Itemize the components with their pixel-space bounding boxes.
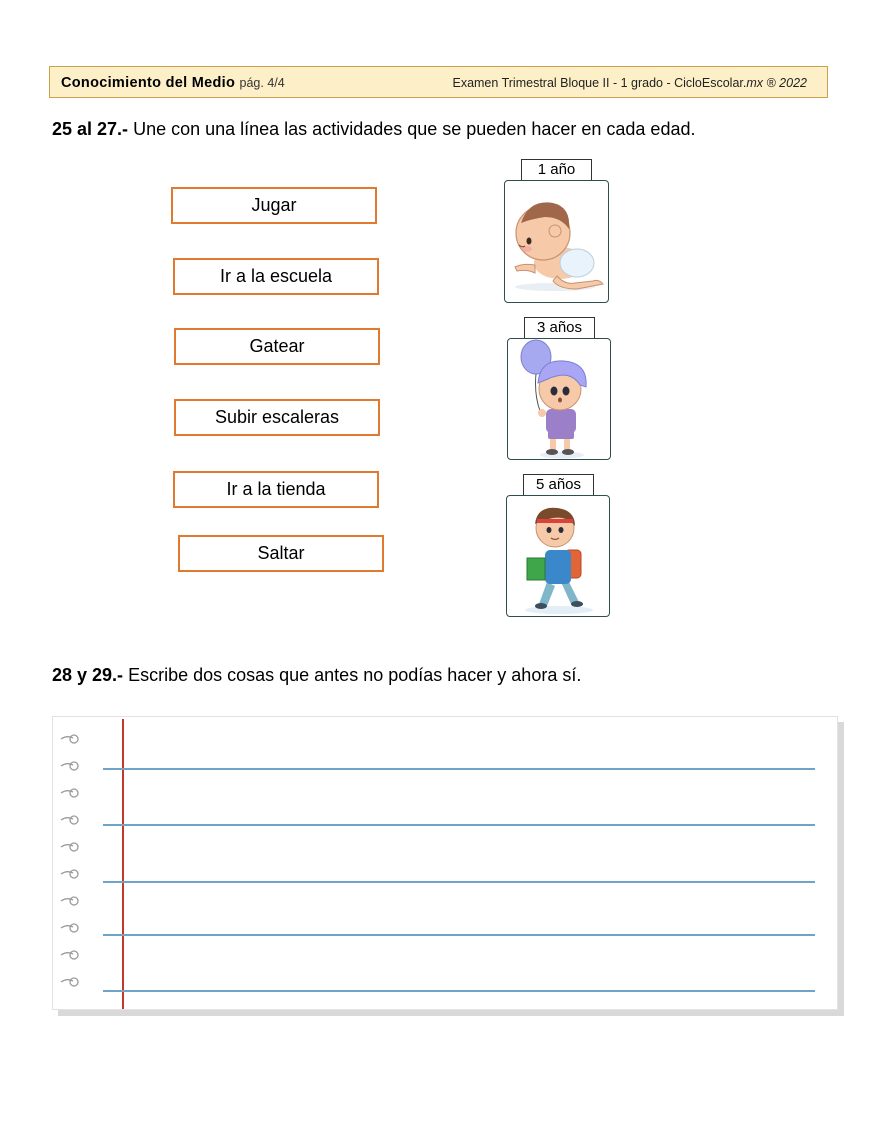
spiral-ring-icon (59, 787, 81, 799)
spiral-ring-icon (59, 733, 81, 745)
spiral-ring-icon (59, 976, 81, 988)
writing-line-3[interactable] (103, 881, 815, 883)
age-label-3: 3 años (524, 317, 595, 339)
activity-ir-tienda[interactable]: Ir a la tienda (173, 471, 379, 508)
activity-saltar[interactable]: Saltar (178, 535, 384, 572)
spiral-ring-icon (59, 841, 81, 853)
notebook-answer-area[interactable] (52, 716, 838, 1010)
toddler-balloon-illustration (507, 338, 611, 460)
notebook-paper (52, 716, 838, 1010)
spiral-ring-icon (59, 814, 81, 826)
writing-line-5[interactable] (103, 990, 815, 992)
activity-gatear[interactable]: Gatear (174, 328, 380, 365)
schoolboy-illustration (506, 495, 610, 617)
subject-title: Conocimiento del Medio pág. 4/4 (61, 75, 285, 91)
notebook-margin-line (122, 719, 124, 1009)
question-25-27: 25 al 27.- Une con una línea las actividades que se pueden hacer en cada edad. (52, 119, 696, 139)
writing-line-4[interactable] (103, 934, 815, 936)
spiral-ring-icon (59, 922, 81, 934)
page-header (49, 66, 828, 98)
baby-illustration (504, 180, 609, 303)
question-28-29: 28 y 29.- Escribe dos cosas que antes no podías hacer y ahora sí. (52, 665, 582, 685)
age-label-1: 1 año (521, 159, 592, 181)
activity-jugar[interactable]: Jugar (171, 187, 377, 224)
exam-info: Examen Trimestral Bloque II - 1 grado - CicloEscolar.mx ® 2022 (452, 76, 807, 90)
spiral-ring-icon (59, 760, 81, 772)
writing-line-2[interactable] (103, 824, 815, 826)
writing-line-1[interactable] (103, 768, 815, 770)
spiral-ring-icon (59, 949, 81, 961)
page-number: pág. 4/4 (239, 76, 285, 90)
spiral-ring-icon (59, 868, 81, 880)
activity-subir-escaleras[interactable]: Subir escaleras (174, 399, 380, 436)
activity-ir-escuela[interactable]: Ir a la escuela (173, 258, 379, 295)
age-label-5: 5 años (523, 474, 594, 496)
spiral-ring-icon (59, 895, 81, 907)
